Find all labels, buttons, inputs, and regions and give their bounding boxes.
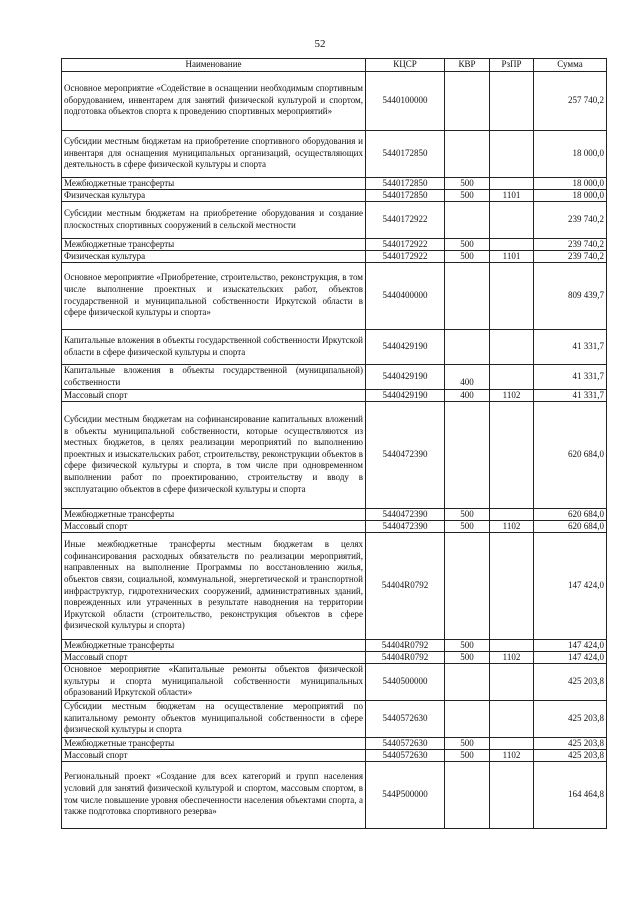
cell-name: Межбюджетные трансферты	[62, 177, 366, 189]
cell-sum: 18 000,0	[534, 189, 607, 201]
cell-rzpr: 1101	[490, 250, 534, 262]
table-row	[62, 520, 607, 532]
table-row	[62, 737, 607, 749]
cell-name: Физическая культура	[62, 250, 366, 262]
cell-name: Межбюджетные трансферты	[62, 737, 366, 749]
cell-kcsr: 5440172922	[366, 250, 445, 262]
cell-name: Основное мероприятие «Приобретение, строительство, реконструкция, в том числе выполнение проектных и изыскательских работ, объектов государственной и муниципальной собственности Иркутской области в сфере физической культуры и спорта»	[62, 262, 366, 329]
cell-rzpr: 1102	[490, 749, 534, 761]
cell-sum: 425 203,8	[534, 700, 607, 737]
cell-sum: 41 331,7	[534, 329, 607, 364]
cell-rzpr: 1102	[490, 651, 534, 663]
cell-kvr	[445, 130, 490, 177]
cell-sum: 239 740,2	[534, 250, 607, 262]
cell-sum: 147 424,0	[534, 651, 607, 663]
cell-kcsr: 54404R0792	[366, 651, 445, 663]
table-row	[62, 663, 607, 700]
table-row	[62, 262, 607, 329]
cell-sum: 147 424,0	[534, 639, 607, 651]
cell-sum: 18 000,0	[534, 130, 607, 177]
cell-name: Массовый спорт	[62, 651, 366, 663]
cell-rzpr	[490, 700, 534, 737]
cell-rzpr	[490, 71, 534, 130]
cell-name: Основное мероприятие «Капитальные ремонты объектов физической культуры и спорта муниципальной собственности муниципальных образований Иркутской области»	[62, 663, 366, 700]
cell-kvr	[445, 71, 490, 130]
cell-rzpr: 1102	[490, 520, 534, 532]
cell-rzpr	[490, 364, 534, 389]
table-row	[62, 761, 607, 828]
cell-name: Субсидии местным бюджетам на приобретение спортивного оборудования и инвентаря для оснащения муниципальных организаций, осуществляющих деятельность в сфере физической культуры и спорта	[62, 130, 366, 177]
cell-kcsr: 5440172850	[366, 189, 445, 201]
cell-kcsr: 5440472390	[366, 401, 445, 508]
cell-kvr: 400	[445, 364, 490, 389]
cell-rzpr	[490, 329, 534, 364]
cell-kvr	[445, 201, 490, 238]
cell-sum: 425 203,8	[534, 663, 607, 700]
cell-kvr: 500	[445, 651, 490, 663]
table-header-row	[62, 59, 607, 72]
cell-sum: 620 684,0	[534, 520, 607, 532]
table-row	[62, 364, 607, 389]
cell-sum: 257 740,2	[534, 71, 607, 130]
cell-kvr: 500	[445, 639, 490, 651]
cell-rzpr	[490, 508, 534, 520]
table-row	[62, 201, 607, 238]
cell-rzpr	[490, 663, 534, 700]
header-kcsr: КЦСР	[366, 59, 445, 72]
budget-table	[61, 58, 607, 829]
cell-kvr	[445, 329, 490, 364]
cell-kvr	[445, 532, 490, 639]
cell-name: Региональный проект «Создание для всех категорий и групп населения условий для занятий физической культурой и спортом, массовым спортом, в том числе повышение уровня обеспеченности населения объектами спорта, а также подготовка спортивного резерва»	[62, 761, 366, 828]
table-row	[62, 651, 607, 663]
cell-name: Межбюджетные трансферты	[62, 238, 366, 250]
cell-rzpr	[490, 639, 534, 651]
header-kvr: КВР	[445, 59, 490, 72]
cell-rzpr: 1101	[490, 189, 534, 201]
cell-kvr: 500	[445, 520, 490, 532]
cell-kcsr: 5440572630	[366, 700, 445, 737]
cell-kcsr: 5440472390	[366, 520, 445, 532]
table-row	[62, 508, 607, 520]
cell-kvr: 500	[445, 189, 490, 201]
cell-name: Массовый спорт	[62, 520, 366, 532]
cell-name: Субсидии местным бюджетам на осуществление мероприятий по капитальному ремонту объектов муниципальной собственности в сфере физической культуры и спорта	[62, 700, 366, 737]
cell-kvr: 500	[445, 177, 490, 189]
table-row	[62, 177, 607, 189]
cell-rzpr	[490, 761, 534, 828]
cell-sum: 239 740,2	[534, 201, 607, 238]
cell-name: Капитальные вложения в объекты государственной (муниципальной) собственности	[62, 364, 366, 389]
table-row	[62, 238, 607, 250]
cell-rzpr	[490, 177, 534, 189]
cell-sum: 41 331,7	[534, 389, 607, 401]
cell-rzpr	[490, 130, 534, 177]
table-row	[62, 401, 607, 508]
cell-name: Физическая культура	[62, 189, 366, 201]
cell-name: Межбюджетные трансферты	[62, 639, 366, 651]
table-row	[62, 532, 607, 639]
cell-name: Иные межбюджетные трансферты местным бюджетам в целях софинансирования расходных обязательств по реализации мероприятий, направленных на выполнение Программы по восстановлению жилья, объектов связи, социальной, коммунальной, энергетической и транспортной инфраструктур, гидротехнических сооружений, административных зданий, поврежденных или утраченных в результате наводнения на территории Иркутской области (строительство, реконструкция объектов в сфере физической культуры и спорта)	[62, 532, 366, 639]
cell-sum: 164 464,8	[534, 761, 607, 828]
cell-kvr: 400	[445, 389, 490, 401]
cell-name: Основное мероприятие «Содействие в оснащении необходимым спортивным оборудованием, инвентарем для занятий физической культурой и спортом, подготовка объектов спорта к проведению спортивных мероприятий»	[62, 71, 366, 130]
cell-kvr	[445, 663, 490, 700]
cell-kvr: 500	[445, 508, 490, 520]
header-sum: Сумма	[534, 59, 607, 72]
table-row	[62, 71, 607, 130]
cell-kvr: 500	[445, 250, 490, 262]
cell-kcsr: 5440172850	[366, 130, 445, 177]
header-name: Наименование	[62, 59, 366, 72]
page-number: 52	[314, 38, 326, 50]
cell-kvr	[445, 262, 490, 329]
cell-rzpr	[490, 238, 534, 250]
cell-kcsr: 5440429190	[366, 329, 445, 364]
cell-sum: 239 740,2	[534, 238, 607, 250]
cell-sum: 147 424,0	[534, 532, 607, 639]
cell-name: Межбюджетные трансферты	[62, 508, 366, 520]
cell-sum: 425 203,8	[534, 737, 607, 749]
cell-kcsr: 5440429190	[366, 389, 445, 401]
cell-sum: 18 000,0	[534, 177, 607, 189]
table-row	[62, 250, 607, 262]
cell-rzpr	[490, 401, 534, 508]
cell-kvr: 500	[445, 737, 490, 749]
cell-kcsr: 54404R0792	[366, 532, 445, 639]
cell-kcsr: 5440400000	[366, 262, 445, 329]
cell-kvr	[445, 401, 490, 508]
cell-name: Капитальные вложения в объекты государственной собственности Иркутской области в сфере физической культуры и спорта	[62, 329, 366, 364]
cell-kvr: 500	[445, 749, 490, 761]
cell-sum: 809 439,7	[534, 262, 607, 329]
cell-kcsr: 5440472390	[366, 508, 445, 520]
table-row	[62, 329, 607, 364]
table-row	[62, 389, 607, 401]
cell-sum: 425 203,8	[534, 749, 607, 761]
cell-kvr	[445, 700, 490, 737]
cell-sum: 620 684,0	[534, 401, 607, 508]
cell-kcsr: 5440172850	[366, 177, 445, 189]
cell-kcsr: 5440172922	[366, 238, 445, 250]
cell-kcsr: 5440172922	[366, 201, 445, 238]
cell-kcsr: 5440429190	[366, 364, 445, 389]
table-row	[62, 189, 607, 201]
cell-name: Субсидии местным бюджетам на софинансирование капитальных вложений в объекты муниципальной собственности, которые осуществляются из местных бюджетов, в целях реализации мероприятий по выполнению проектных и изыскательских работ, строительству, реконструкции объектов в сфере физической культуры и спорта, в том числе при одновременном выполнении работ по проектированию, строительству и вводу в эксплуатацию объектов в сфере физической культуры и спорта	[62, 401, 366, 508]
header-rzpr: РзПР	[490, 59, 534, 72]
table-row	[62, 639, 607, 651]
table-body	[62, 71, 607, 828]
cell-kcsr: 5440572630	[366, 749, 445, 761]
table-row	[62, 749, 607, 761]
cell-kcsr: 5440572630	[366, 737, 445, 749]
cell-name: Субсидии местным бюджетам на приобретение оборудования и создание плоскостных спортивных сооружений в сельской местности	[62, 201, 366, 238]
cell-rzpr	[490, 737, 534, 749]
cell-kvr: 500	[445, 238, 490, 250]
cell-name: Массовый спорт	[62, 749, 366, 761]
cell-rzpr	[490, 201, 534, 238]
cell-kcsr: 5440500000	[366, 663, 445, 700]
cell-kcsr: 54404R0792	[366, 639, 445, 651]
cell-name: Массовый спорт	[62, 389, 366, 401]
cell-rzpr	[490, 532, 534, 639]
cell-kcsr: 544P500000	[366, 761, 445, 828]
cell-kcsr: 5440100000	[366, 71, 445, 130]
cell-sum: 41 331,7	[534, 364, 607, 389]
cell-rzpr	[490, 262, 534, 329]
table-row	[62, 700, 607, 737]
table-row	[62, 130, 607, 177]
cell-kvr	[445, 761, 490, 828]
cell-rzpr: 1102	[490, 389, 534, 401]
cell-sum: 620 684,0	[534, 508, 607, 520]
